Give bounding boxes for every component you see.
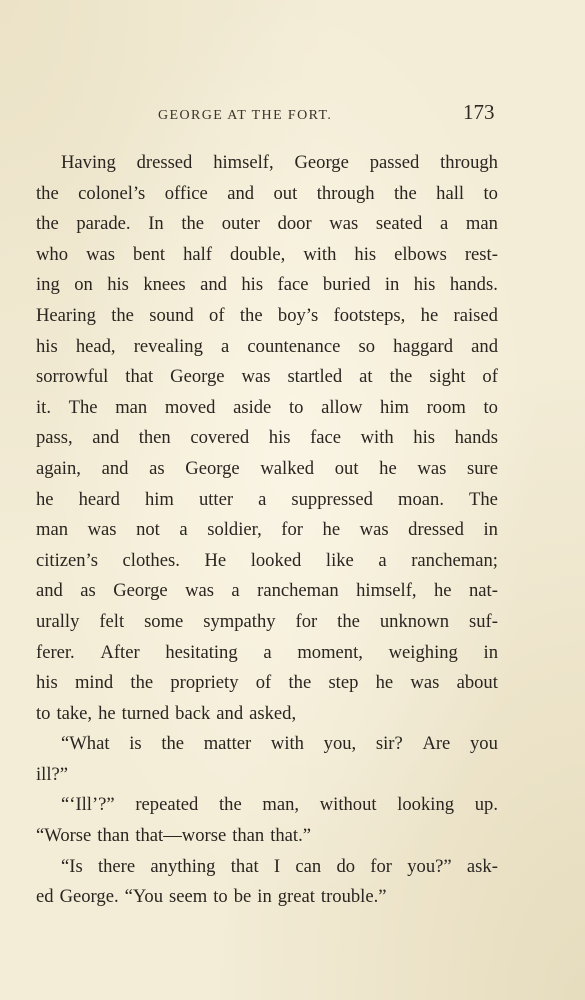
word: hands bbox=[454, 427, 498, 449]
word: door bbox=[277, 213, 312, 235]
word: George bbox=[185, 457, 240, 479]
word: not bbox=[136, 519, 160, 541]
word: in bbox=[483, 641, 498, 663]
word: you, bbox=[323, 733, 357, 755]
text-line bbox=[36, 638, 498, 669]
word: urally bbox=[36, 610, 80, 632]
word: ask- bbox=[466, 855, 498, 877]
word: with bbox=[360, 427, 394, 449]
word: parade. bbox=[76, 213, 131, 235]
word: unknown bbox=[379, 610, 450, 632]
text-line bbox=[36, 668, 498, 699]
word: is bbox=[129, 733, 142, 755]
word: “Is bbox=[61, 855, 83, 877]
word: He bbox=[204, 549, 227, 571]
word: man bbox=[115, 396, 148, 418]
word: to bbox=[288, 396, 304, 418]
word: that bbox=[230, 855, 259, 877]
word: Having bbox=[61, 152, 116, 173]
word: a bbox=[439, 213, 449, 235]
word: sorrowful bbox=[36, 366, 109, 388]
word: was bbox=[359, 519, 389, 541]
word: on bbox=[74, 274, 93, 296]
word: was bbox=[417, 457, 447, 479]
word: to bbox=[213, 886, 228, 908]
word: about bbox=[456, 672, 498, 694]
word: was bbox=[241, 366, 271, 388]
text-line bbox=[36, 607, 498, 638]
word: he bbox=[433, 580, 452, 602]
word: “You bbox=[124, 886, 164, 908]
word: he bbox=[36, 488, 54, 510]
word: a bbox=[263, 641, 272, 663]
word: his bbox=[354, 243, 377, 265]
word: a bbox=[231, 580, 240, 602]
word: asked, bbox=[249, 702, 297, 724]
word: again, bbox=[36, 457, 81, 479]
word: so bbox=[358, 335, 375, 357]
word: the bbox=[161, 733, 185, 755]
word: half bbox=[183, 243, 212, 265]
text-line bbox=[36, 485, 498, 516]
word: George bbox=[294, 152, 349, 173]
text-line bbox=[36, 790, 498, 821]
word: “‘Ill’?” bbox=[61, 794, 115, 816]
word: at bbox=[359, 366, 373, 388]
word: as bbox=[149, 457, 165, 479]
word: a bbox=[179, 519, 188, 541]
word: the bbox=[288, 672, 312, 694]
word: soldier, bbox=[207, 519, 262, 541]
word: and bbox=[227, 182, 255, 204]
word: face bbox=[310, 427, 342, 449]
word: sound bbox=[149, 304, 194, 326]
word: out bbox=[334, 457, 359, 479]
word: In bbox=[148, 213, 164, 235]
word: Hearing bbox=[36, 304, 96, 326]
word: bent bbox=[133, 243, 166, 265]
text-line bbox=[36, 423, 498, 454]
word: there bbox=[97, 855, 136, 877]
text-line bbox=[36, 729, 498, 760]
word: you?” bbox=[407, 855, 452, 877]
word: office bbox=[164, 182, 208, 204]
word: for bbox=[295, 610, 318, 632]
text-line bbox=[36, 515, 498, 546]
word: it. bbox=[36, 396, 51, 418]
text-line bbox=[36, 332, 498, 363]
word: man bbox=[36, 519, 69, 541]
text-line bbox=[36, 760, 498, 791]
word: ferer. bbox=[36, 641, 75, 663]
word: the bbox=[239, 304, 263, 326]
word: covered bbox=[190, 427, 250, 449]
word: walked bbox=[260, 457, 315, 479]
word: turned bbox=[121, 702, 170, 724]
word: The bbox=[469, 488, 498, 510]
word: out bbox=[273, 182, 298, 204]
word: suf- bbox=[469, 610, 498, 632]
word: with bbox=[303, 243, 337, 265]
text-line bbox=[36, 454, 498, 485]
word: sight bbox=[429, 366, 466, 388]
text-line bbox=[36, 179, 498, 210]
word: moved bbox=[164, 396, 216, 418]
word: his bbox=[36, 335, 58, 357]
word: repeated bbox=[135, 794, 199, 816]
word: sure bbox=[467, 457, 498, 479]
word: the bbox=[218, 794, 242, 816]
word: “What bbox=[61, 733, 110, 755]
word: raised bbox=[453, 304, 498, 326]
word: weighing bbox=[388, 641, 458, 663]
word: hands. bbox=[449, 274, 498, 296]
word: him bbox=[144, 488, 174, 510]
word: step bbox=[328, 672, 359, 694]
word: himself, bbox=[356, 580, 417, 602]
word: moan. bbox=[398, 488, 444, 510]
word: the bbox=[389, 366, 413, 388]
word: aside bbox=[233, 396, 272, 418]
word: George bbox=[113, 580, 168, 602]
word: the bbox=[36, 182, 59, 204]
word: seem bbox=[169, 886, 208, 908]
word: his bbox=[413, 427, 435, 449]
word: mind bbox=[74, 672, 114, 694]
text-line bbox=[36, 821, 498, 852]
text-line bbox=[36, 546, 498, 577]
word: the bbox=[111, 304, 134, 326]
word: in bbox=[384, 274, 400, 296]
word: man, bbox=[262, 794, 300, 816]
word: in bbox=[257, 886, 272, 908]
word: through bbox=[316, 182, 375, 204]
word: sympathy bbox=[203, 610, 276, 632]
page-number: 173 bbox=[463, 100, 495, 124]
word: ing bbox=[36, 274, 60, 296]
word: and bbox=[200, 274, 227, 296]
word: was bbox=[410, 672, 440, 694]
word: footsteps, bbox=[333, 304, 406, 326]
word: do bbox=[336, 855, 356, 877]
word: anything bbox=[150, 855, 216, 877]
word: was bbox=[87, 519, 117, 541]
word: he bbox=[375, 672, 394, 694]
word: to bbox=[483, 182, 498, 204]
word: The bbox=[68, 396, 98, 418]
word: felt bbox=[99, 610, 125, 632]
word: and bbox=[36, 580, 63, 602]
word: dressed bbox=[408, 519, 464, 541]
word: utter bbox=[198, 488, 234, 510]
word: hall bbox=[436, 182, 465, 204]
word: hesitating bbox=[165, 641, 238, 663]
word: After bbox=[100, 641, 140, 663]
word: countenance bbox=[247, 335, 341, 357]
word: knees bbox=[143, 274, 186, 296]
body-text bbox=[36, 148, 498, 913]
word: haggard bbox=[393, 335, 454, 357]
word: revealing bbox=[133, 335, 203, 357]
word: colonel’s bbox=[78, 182, 146, 204]
word: suppressed bbox=[291, 488, 373, 510]
word: room bbox=[426, 396, 466, 418]
word: Are bbox=[422, 733, 451, 755]
word: was bbox=[86, 243, 115, 265]
word: rancheman bbox=[257, 580, 339, 602]
page-header bbox=[0, 98, 585, 132]
word: the bbox=[181, 213, 205, 235]
word: great bbox=[277, 886, 315, 908]
word: without bbox=[319, 794, 377, 816]
word: for bbox=[281, 519, 303, 541]
word: to bbox=[483, 396, 498, 418]
text-line bbox=[36, 270, 498, 301]
word: can bbox=[295, 855, 322, 877]
word: back bbox=[175, 702, 211, 724]
word: than bbox=[97, 825, 130, 847]
word: startled bbox=[287, 366, 343, 388]
text-line bbox=[36, 699, 498, 730]
word: sir? bbox=[375, 733, 403, 755]
word: of bbox=[209, 304, 225, 326]
word: was bbox=[185, 580, 214, 602]
text-line bbox=[36, 393, 498, 424]
word: him bbox=[380, 396, 409, 418]
word: and bbox=[216, 702, 244, 724]
word: that.” bbox=[270, 825, 312, 847]
word: George. bbox=[59, 886, 119, 908]
word: was bbox=[329, 213, 359, 235]
word: the bbox=[337, 610, 360, 632]
running-head: GEORGE AT THE FORT. bbox=[158, 108, 333, 123]
word: rancheman; bbox=[411, 549, 498, 571]
word: his bbox=[36, 672, 58, 694]
word: a bbox=[378, 549, 387, 571]
word: trouble.” bbox=[320, 886, 387, 908]
word: elbows bbox=[394, 243, 447, 265]
word: of bbox=[482, 366, 498, 388]
word: his bbox=[268, 427, 291, 449]
text-line bbox=[36, 209, 498, 240]
word: that—worse bbox=[135, 825, 227, 847]
word: matter bbox=[203, 733, 252, 755]
word: George bbox=[170, 366, 225, 388]
word: ill?” bbox=[36, 763, 69, 785]
word: moment, bbox=[297, 641, 363, 663]
word: pass, bbox=[36, 427, 73, 449]
word: ed bbox=[36, 886, 54, 908]
word: a bbox=[221, 335, 230, 357]
word: some bbox=[144, 610, 184, 632]
word: looking bbox=[397, 794, 455, 816]
word: the bbox=[36, 213, 59, 235]
text-line bbox=[36, 362, 498, 393]
word: take, bbox=[56, 702, 93, 724]
word: than bbox=[232, 825, 265, 847]
word: a bbox=[258, 488, 267, 510]
text-line bbox=[36, 576, 498, 607]
word: the bbox=[130, 672, 154, 694]
word: head, bbox=[75, 335, 116, 357]
text-line bbox=[36, 240, 498, 271]
word: citizen’s bbox=[36, 549, 98, 571]
word: clothes. bbox=[122, 549, 180, 571]
word: boy’s bbox=[277, 304, 319, 326]
word: I bbox=[273, 855, 281, 877]
word: he bbox=[420, 304, 439, 326]
word: for bbox=[370, 855, 392, 877]
text-line bbox=[36, 882, 498, 913]
word: to bbox=[36, 702, 51, 724]
word: of bbox=[255, 672, 272, 694]
word: dressed bbox=[136, 152, 193, 173]
word: he bbox=[322, 519, 341, 541]
word: in bbox=[483, 519, 498, 541]
word: face bbox=[277, 274, 309, 296]
word: seated bbox=[375, 213, 423, 235]
word: through bbox=[440, 152, 498, 173]
word: up. bbox=[474, 794, 498, 816]
word: he bbox=[98, 702, 116, 724]
word: you bbox=[470, 733, 498, 755]
word: then bbox=[138, 427, 171, 449]
word: allow bbox=[321, 396, 363, 418]
text-line bbox=[36, 301, 498, 332]
word: “Worse bbox=[36, 825, 92, 847]
word: like bbox=[325, 549, 354, 571]
text-line bbox=[36, 852, 498, 883]
word: be bbox=[233, 886, 252, 908]
text-line bbox=[36, 148, 498, 179]
word: with bbox=[270, 733, 304, 755]
word: himself, bbox=[213, 152, 274, 173]
word: who bbox=[36, 243, 69, 265]
word: man bbox=[465, 213, 498, 235]
word: passed bbox=[369, 152, 420, 173]
word: the bbox=[393, 182, 417, 204]
word: he bbox=[379, 457, 397, 479]
word: propriety bbox=[170, 672, 239, 694]
word: looked bbox=[250, 549, 302, 571]
word: and bbox=[101, 457, 129, 479]
word: and bbox=[92, 427, 120, 449]
word: nat- bbox=[468, 580, 498, 602]
word: heard bbox=[78, 488, 120, 510]
word: double, bbox=[230, 243, 286, 265]
word: that bbox=[125, 366, 154, 388]
word: rest- bbox=[464, 243, 498, 265]
word: and bbox=[471, 335, 498, 357]
word: outer bbox=[221, 213, 260, 235]
word: his bbox=[413, 274, 436, 296]
word: buried bbox=[322, 274, 371, 296]
word: as bbox=[80, 580, 96, 602]
word: his bbox=[107, 274, 129, 296]
word: his bbox=[241, 274, 264, 296]
